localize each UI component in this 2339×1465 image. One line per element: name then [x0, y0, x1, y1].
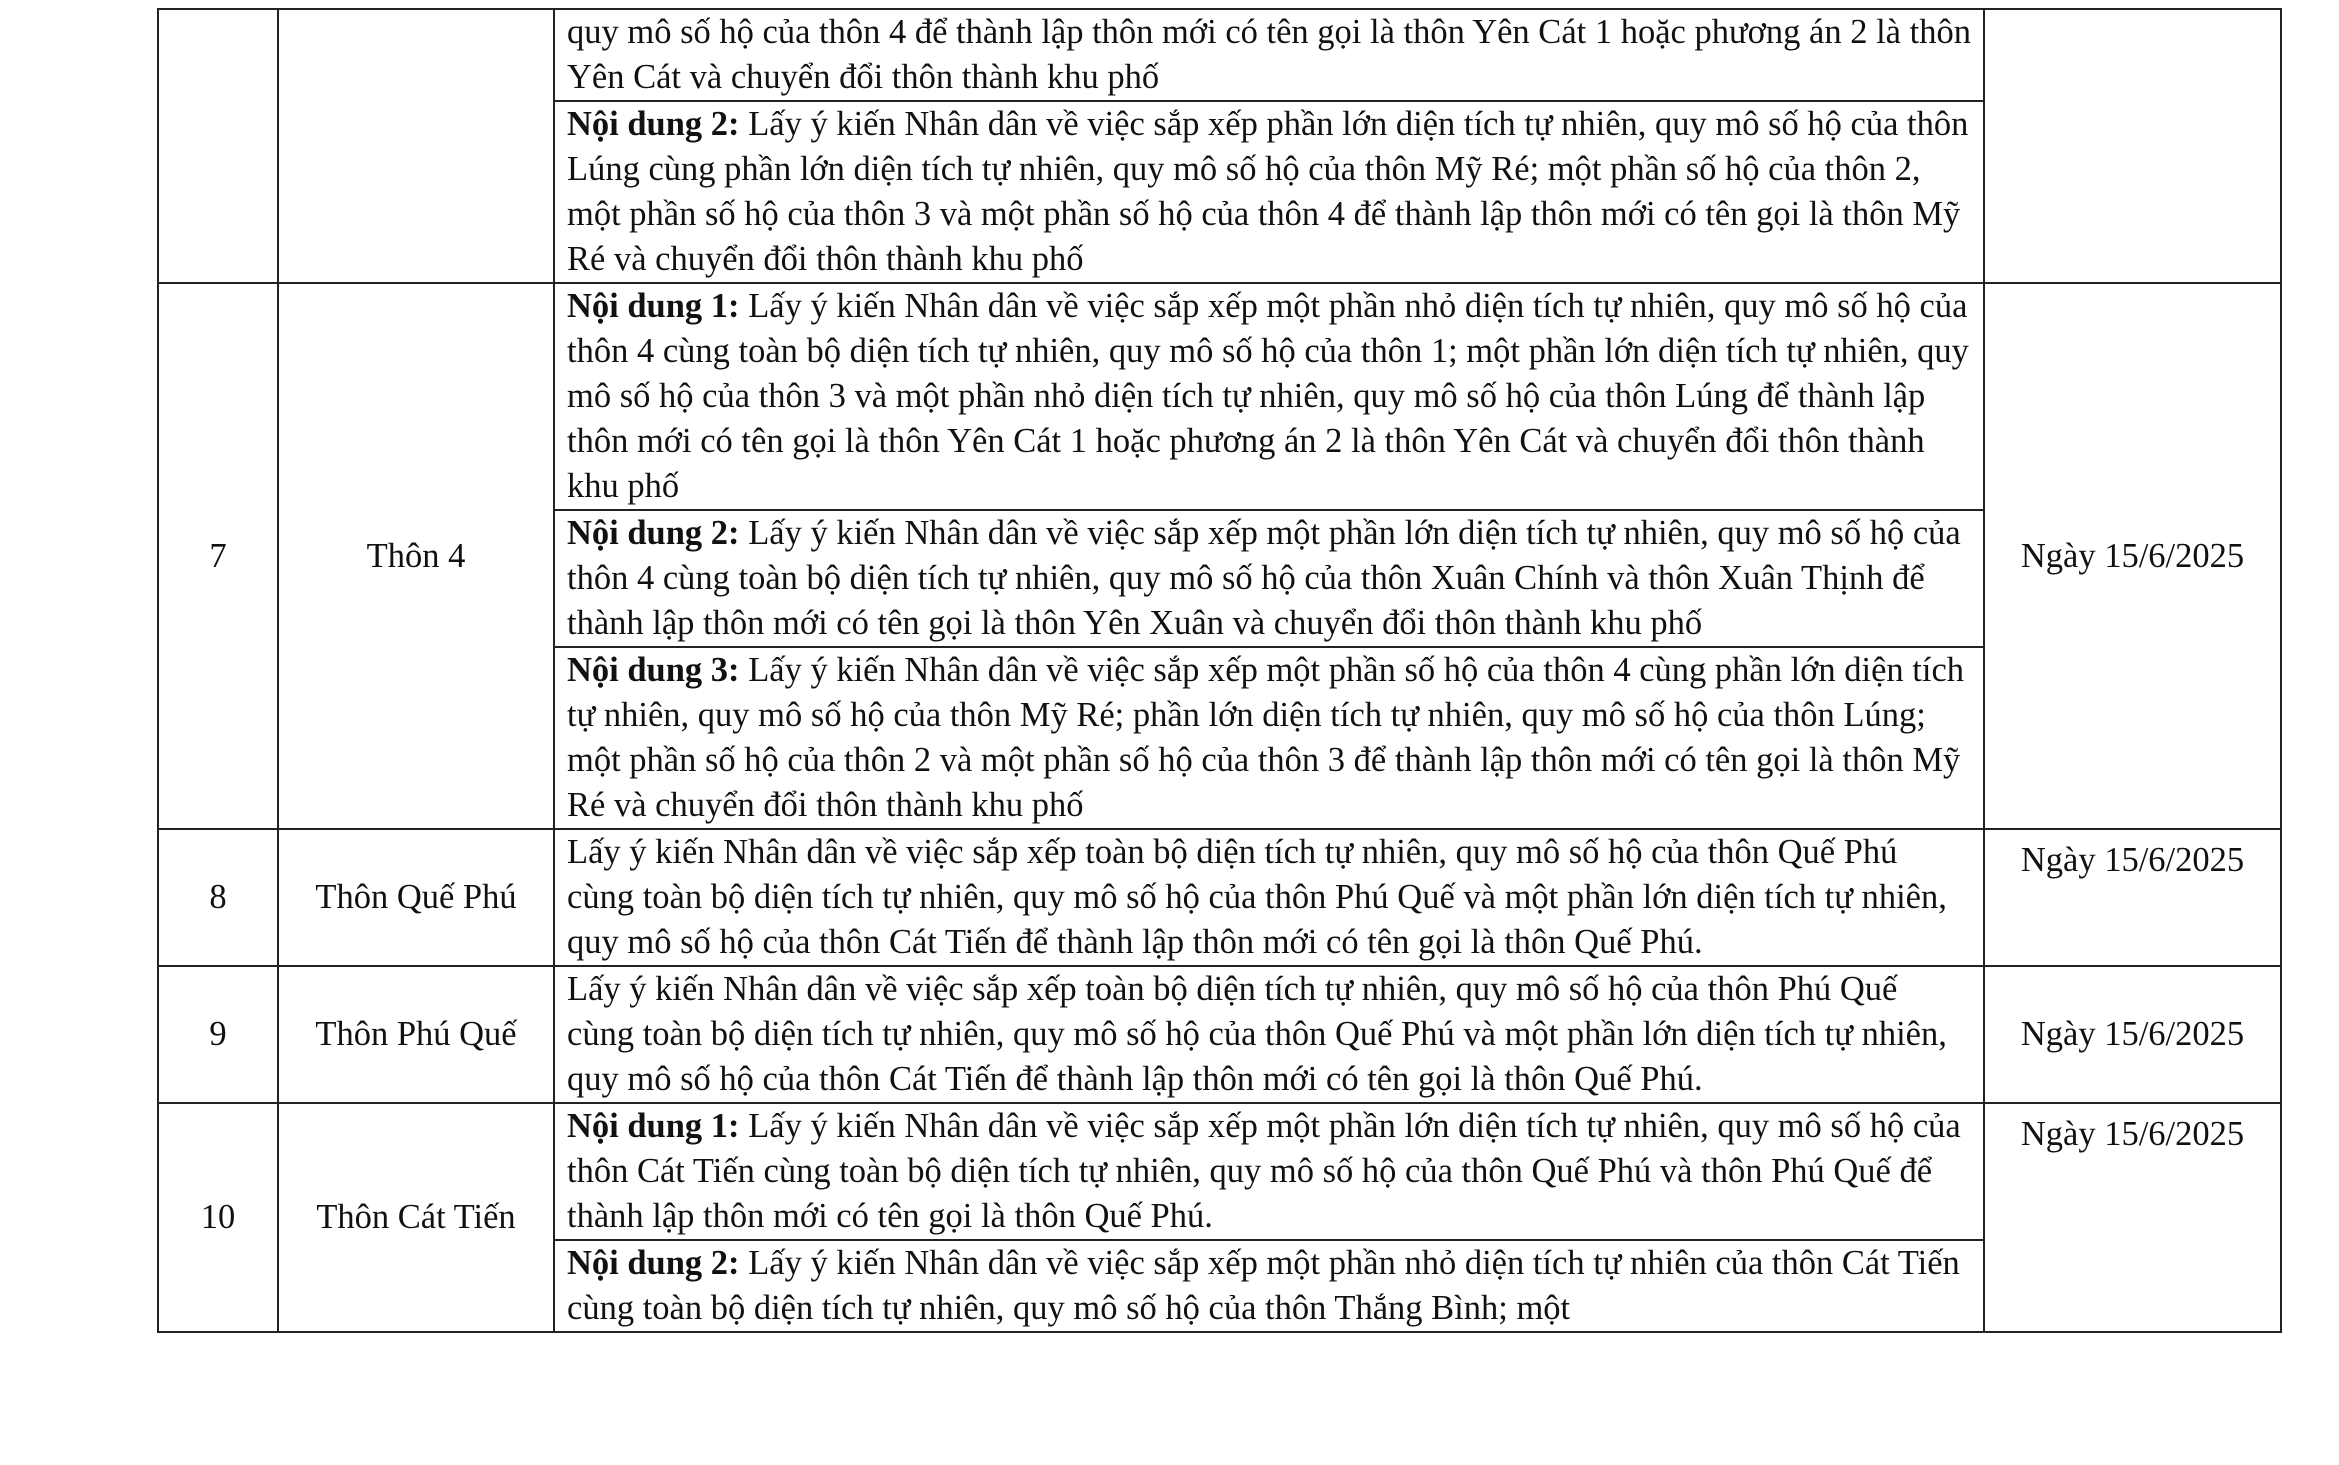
village-name — [278, 9, 554, 283]
consultation-schedule-table — [157, 8, 2282, 1333]
content-cell — [554, 9, 1984, 101]
content-lead: Nội dung 1: — [567, 287, 740, 325]
table-row — [158, 1103, 2281, 1240]
village-name: Thôn Quế Phú — [278, 829, 554, 966]
consultation-date: Ngày 15/6/2025 — [1984, 283, 2281, 829]
table-row — [158, 966, 2281, 1103]
content-cell — [554, 966, 1984, 1103]
content-lead: Nội dung 2: — [567, 105, 740, 143]
content-text: Lấy ý kiến Nhân dân về việc sắp xếp phần lớn diện tích tự nhiên, quy mô số hộ của thôn Lúng cùng phần lớn diện tích tự nhiên, quy mô số hộ của thôn Mỹ Ré; một phần số hộ của thôn 2, một phần số hộ của thôn 3 và một phần số hộ của thôn 4 để thành lập thôn mới có tên gọi là thôn Mỹ Ré và chuyển đổi thôn thành khu phố — [567, 105, 1969, 278]
row-number: 7 — [158, 283, 278, 829]
content-text: Lấy ý kiến Nhân dân về việc sắp xếp một phần số hộ của thôn 4 cùng phần lớn diện tích tự nhiên, quy mô số hộ của thôn Mỹ Ré; phần lớn diện tích tự nhiên, quy mô số hộ của thôn Lúng; một phần số hộ của thôn 2 và một phần số hộ của thôn 3 để thành lập thôn mới có tên gọi là thôn Mỹ Ré và chuyển đổi thôn thành khu phố — [567, 651, 1965, 824]
content-text: Lấy ý kiến Nhân dân về việc sắp xếp một phần lớn diện tích tự nhiên, quy mô số hộ của thôn Cát Tiến cùng toàn bộ diện tích tự nhiên, quy mô số hộ của thôn Quế Phú và thôn Phú Quế để thành lập thôn mới có tên gọi là thôn Quế Phú. — [567, 1107, 1961, 1235]
table-row — [158, 829, 2281, 966]
content-cell — [554, 510, 1984, 647]
content-cell — [554, 101, 1984, 283]
content-cell — [554, 1240, 1984, 1332]
content-cell — [554, 283, 1984, 510]
content-cell — [554, 829, 1984, 966]
content-text: Lấy ý kiến Nhân dân về việc sắp xếp một phần nhỏ diện tích tự nhiên của thôn Cát Tiến cùng toàn bộ diện tích tự nhiên, quy mô số hộ của thôn Thắng Bình; một — [567, 1244, 1960, 1327]
content-text: Lấy ý kiến Nhân dân về việc sắp xếp toàn bộ diện tích tự nhiên, quy mô số hộ của thôn Quế Phú cùng toàn bộ diện tích tự nhiên, quy mô số hộ của thôn Phú Quế và một phần lớn diện tích tự nhiên, quy mô số hộ của thôn Cát Tiến để thành lập thôn mới có tên gọi là thôn Quế Phú. — [567, 833, 1947, 961]
village-name: Thôn 4 — [278, 283, 554, 829]
content-lead: Nội dung 2: — [567, 1244, 740, 1282]
content-lead: Nội dung 2: — [567, 514, 740, 552]
consultation-date: Ngày 15/6/2025 — [1984, 966, 2281, 1103]
consultation-date: Ngày 15/6/2025 — [1984, 829, 2281, 966]
content-cell — [554, 647, 1984, 829]
row-number: 10 — [158, 1103, 278, 1332]
content-text: Lấy ý kiến Nhân dân về việc sắp xếp một phần lớn diện tích tự nhiên, quy mô số hộ của thôn 4 cùng toàn bộ diện tích tự nhiên, quy mô số hộ của thôn Xuân Chính và thôn Xuân Thịnh để thành lập thôn mới có tên gọi là thôn Yên Xuân và chuyển đổi thôn thành khu phố — [567, 514, 1961, 642]
table-row — [158, 283, 2281, 510]
content-text: quy mô số hộ của thôn 4 để thành lập thôn mới có tên gọi là thôn Yên Cát 1 hoặc phương án 2 là thôn Yên Cát và chuyển đổi thôn thành khu phố — [567, 13, 1971, 96]
row-number: 9 — [158, 966, 278, 1103]
consultation-date — [1984, 9, 2281, 283]
row-number — [158, 9, 278, 283]
content-lead: Nội dung 3: — [567, 651, 740, 689]
village-name: Thôn Cát Tiến — [278, 1103, 554, 1332]
content-cell — [554, 1103, 1984, 1240]
content-text: Lấy ý kiến Nhân dân về việc sắp xếp toàn bộ diện tích tự nhiên, quy mô số hộ của thôn Phú Quế cùng toàn bộ diện tích tự nhiên, quy mô số hộ của thôn Quế Phú và một phần lớn diện tích tự nhiên, quy mô số hộ của thôn Cát Tiến để thành lập thôn mới có tên gọi là thôn Quế Phú. — [567, 970, 1947, 1098]
consultation-date: Ngày 15/6/2025 — [1984, 1103, 2281, 1332]
village-name: Thôn Phú Quế — [278, 966, 554, 1103]
content-lead: Nội dung 1: — [567, 1107, 740, 1145]
content-text: Lấy ý kiến Nhân dân về việc sắp xếp một phần nhỏ diện tích tự nhiên, quy mô số hộ của thôn 4 cùng toàn bộ diện tích tự nhiên, quy mô số hộ của thôn 1; một phần lớn diện tích tự nhiên, quy mô số hộ của thôn 3 và một phần nhỏ diện tích tự nhiên, quy mô số hộ của thôn Lúng để thành lập thôn mới có tên gọi là thôn Yên Cát 1 hoặc phương án 2 là thôn Yên Cát và chuyển đổi thôn thành khu phố — [567, 287, 1969, 505]
table-row — [158, 9, 2281, 101]
row-number: 8 — [158, 829, 278, 966]
